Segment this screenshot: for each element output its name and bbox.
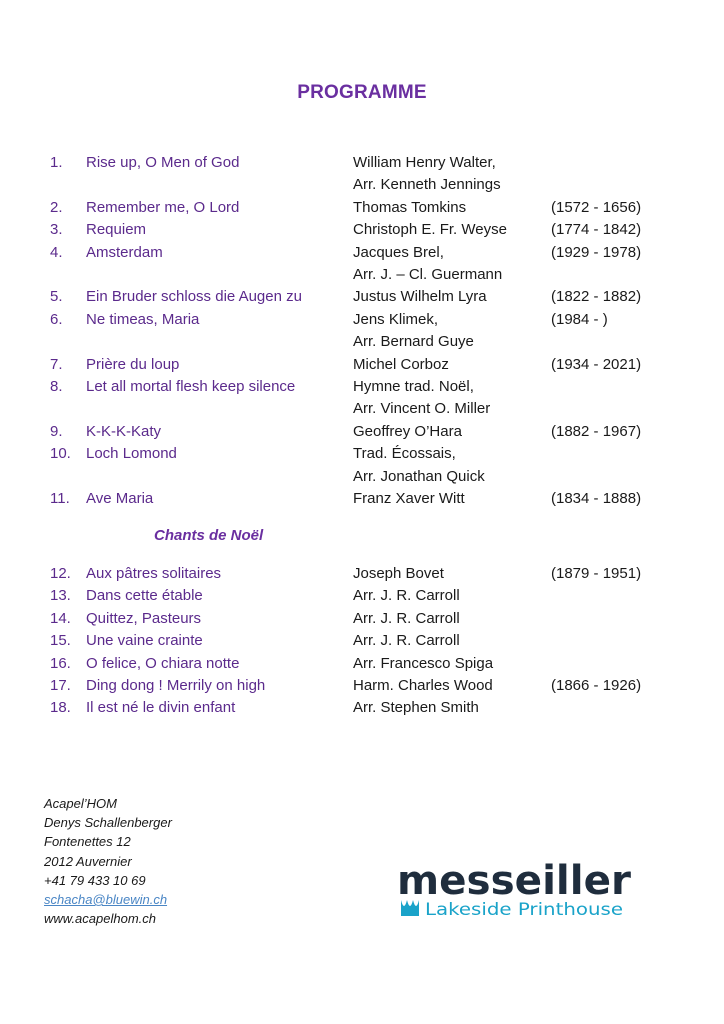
programme-item bbox=[0, 174, 724, 196]
item-number: 7. bbox=[50, 355, 63, 373]
item-dates: (1866 - 1926) bbox=[551, 677, 642, 694]
item-composer: Arr. Vincent O. Miller bbox=[353, 400, 491, 418]
contact-phone: +41 79 433 10 69 bbox=[44, 872, 146, 888]
programme-item bbox=[0, 264, 724, 286]
item-composer: Hymne trad. Noël, bbox=[353, 378, 474, 395]
programme-item bbox=[0, 653, 724, 675]
item-composer: Arr. Kenneth Jennings bbox=[353, 176, 501, 194]
item-composer: Geoffrey O’Hara bbox=[353, 422, 462, 440]
section-title: Chants de Noël bbox=[154, 527, 264, 544]
item-composer: Arr. Stephen Smith bbox=[353, 699, 479, 717]
logo-wordmark: messeiller bbox=[397, 858, 632, 904]
item-composer: Thomas Tomkins bbox=[353, 198, 467, 216]
item-number: 8. bbox=[50, 378, 63, 395]
item-composer: Christoph E. Fr. Weyse bbox=[353, 221, 507, 239]
programme-item bbox=[0, 219, 724, 241]
item-number: 6. bbox=[50, 310, 63, 328]
programme-item bbox=[0, 286, 724, 308]
programme-item bbox=[0, 152, 724, 174]
programme-item bbox=[0, 197, 724, 219]
item-number: 9. bbox=[50, 422, 63, 440]
item-title: Requiem bbox=[86, 221, 147, 239]
item-title: Let all mortal flesh keep silence bbox=[86, 378, 296, 395]
item-title: Loch Lomond bbox=[86, 445, 177, 463]
logo-tagline: Lakeside Printhouse bbox=[425, 900, 623, 920]
contact-name: Denys Schallenberger bbox=[44, 815, 172, 831]
item-title: Dans cette étable bbox=[86, 587, 203, 605]
contact-web: www.acapelhom.ch bbox=[44, 911, 156, 927]
programme-item bbox=[0, 421, 724, 443]
printer-logo bbox=[395, 856, 635, 922]
item-composer: Arr. Francesco Spiga bbox=[353, 654, 494, 672]
programme-item bbox=[0, 608, 724, 630]
item-number: 3. bbox=[50, 221, 63, 239]
programme-item bbox=[0, 331, 724, 353]
programme-item bbox=[0, 697, 724, 719]
item-dates: (1984 - ) bbox=[551, 310, 608, 328]
item-composer: Arr. J. R. Carroll bbox=[353, 632, 460, 650]
item-title: Quittez, Pasteurs bbox=[86, 609, 202, 627]
item-dates: (1934 - 2021) bbox=[551, 355, 642, 373]
item-dates: (1834 - 1888) bbox=[551, 490, 642, 507]
item-composer: Arr. Jonathan Quick bbox=[353, 467, 485, 485]
item-number: 5. bbox=[50, 288, 63, 306]
item-number: 16. bbox=[50, 654, 71, 672]
programme-item bbox=[0, 309, 724, 331]
item-title: Il est né le divin enfant bbox=[86, 699, 236, 717]
item-title: Amsterdam bbox=[86, 243, 163, 261]
item-number: 18. bbox=[50, 699, 71, 717]
item-dates: (1879 - 1951) bbox=[551, 565, 642, 582]
item-composer: Arr. J. R. Carroll bbox=[353, 587, 460, 605]
item-number: 12. bbox=[50, 565, 71, 582]
item-dates: (1929 - 1978) bbox=[551, 243, 642, 261]
programme-item bbox=[0, 466, 724, 488]
item-title: Ein Bruder schloss die Augen zu bbox=[86, 288, 302, 306]
item-dates: (1774 - 1842) bbox=[551, 221, 642, 239]
item-composer: Arr. J. R. Carroll bbox=[353, 609, 460, 627]
item-composer: Franz Xaver Witt bbox=[353, 490, 465, 507]
item-number: 13. bbox=[50, 587, 71, 605]
programme-item bbox=[0, 242, 724, 264]
item-number: 1. bbox=[50, 154, 63, 171]
item-title: Une vaine crainte bbox=[86, 632, 203, 650]
page-title: PROGRAMME bbox=[297, 82, 427, 103]
programme-item bbox=[0, 354, 724, 376]
item-title: Aux pâtres solitaires bbox=[86, 565, 222, 582]
item-title: Rise up, O Men of God bbox=[86, 154, 240, 171]
item-title: O felice, O chiara notte bbox=[86, 654, 240, 672]
item-title: K-K-K-Katy bbox=[86, 422, 162, 440]
item-number: 17. bbox=[50, 677, 71, 694]
item-title: Ding dong ! Merrily on high bbox=[86, 677, 266, 694]
item-title: Ne timeas, Maria bbox=[86, 310, 200, 328]
item-composer: Jens Klimek, bbox=[353, 310, 439, 328]
item-dates: (1882 - 1967) bbox=[551, 422, 642, 440]
item-composer: Arr. J. – Cl. Guermann bbox=[353, 266, 503, 283]
item-composer: Harm. Charles Wood bbox=[353, 677, 493, 694]
item-number: 15. bbox=[50, 632, 71, 650]
item-number: 14. bbox=[50, 609, 71, 627]
item-composer: William Henry Walter, bbox=[353, 154, 496, 171]
programme-item bbox=[0, 585, 724, 607]
programme-item bbox=[0, 675, 724, 697]
contact-street: Fontenettes 12 bbox=[44, 834, 131, 850]
contact-org: Acapel’HOM bbox=[44, 796, 117, 811]
programme-item bbox=[0, 563, 724, 585]
item-composer: Joseph Bovet bbox=[353, 565, 444, 582]
contact-email-link[interactable]: schacha@bluewin.ch bbox=[44, 892, 168, 908]
item-title: Ave Maria bbox=[86, 490, 154, 507]
programme-item bbox=[0, 376, 724, 398]
item-composer: Arr. Bernard Guye bbox=[353, 333, 474, 351]
programme-item bbox=[0, 443, 724, 465]
item-composer: Justus Wilhelm Lyra bbox=[353, 288, 487, 306]
item-dates: (1822 - 1882) bbox=[551, 288, 642, 306]
item-number: 2. bbox=[50, 198, 63, 216]
item-number: 4. bbox=[50, 243, 63, 261]
programme-item bbox=[0, 630, 724, 652]
item-title: Prière du loup bbox=[86, 355, 180, 373]
programme-item bbox=[0, 488, 724, 510]
contact-block bbox=[44, 794, 172, 928]
item-composer: Trad. Écossais, bbox=[353, 445, 456, 463]
contact-city: 2012 Auvernier bbox=[44, 853, 132, 869]
item-number: 11. bbox=[50, 490, 70, 507]
item-composer: Michel Corboz bbox=[353, 355, 449, 373]
item-title: Remember me, O Lord bbox=[86, 198, 240, 216]
item-composer: Jacques Brel, bbox=[353, 243, 444, 261]
item-dates: (1572 - 1656) bbox=[551, 198, 642, 216]
item-number: 10. bbox=[50, 445, 71, 463]
programme-item bbox=[0, 398, 724, 420]
